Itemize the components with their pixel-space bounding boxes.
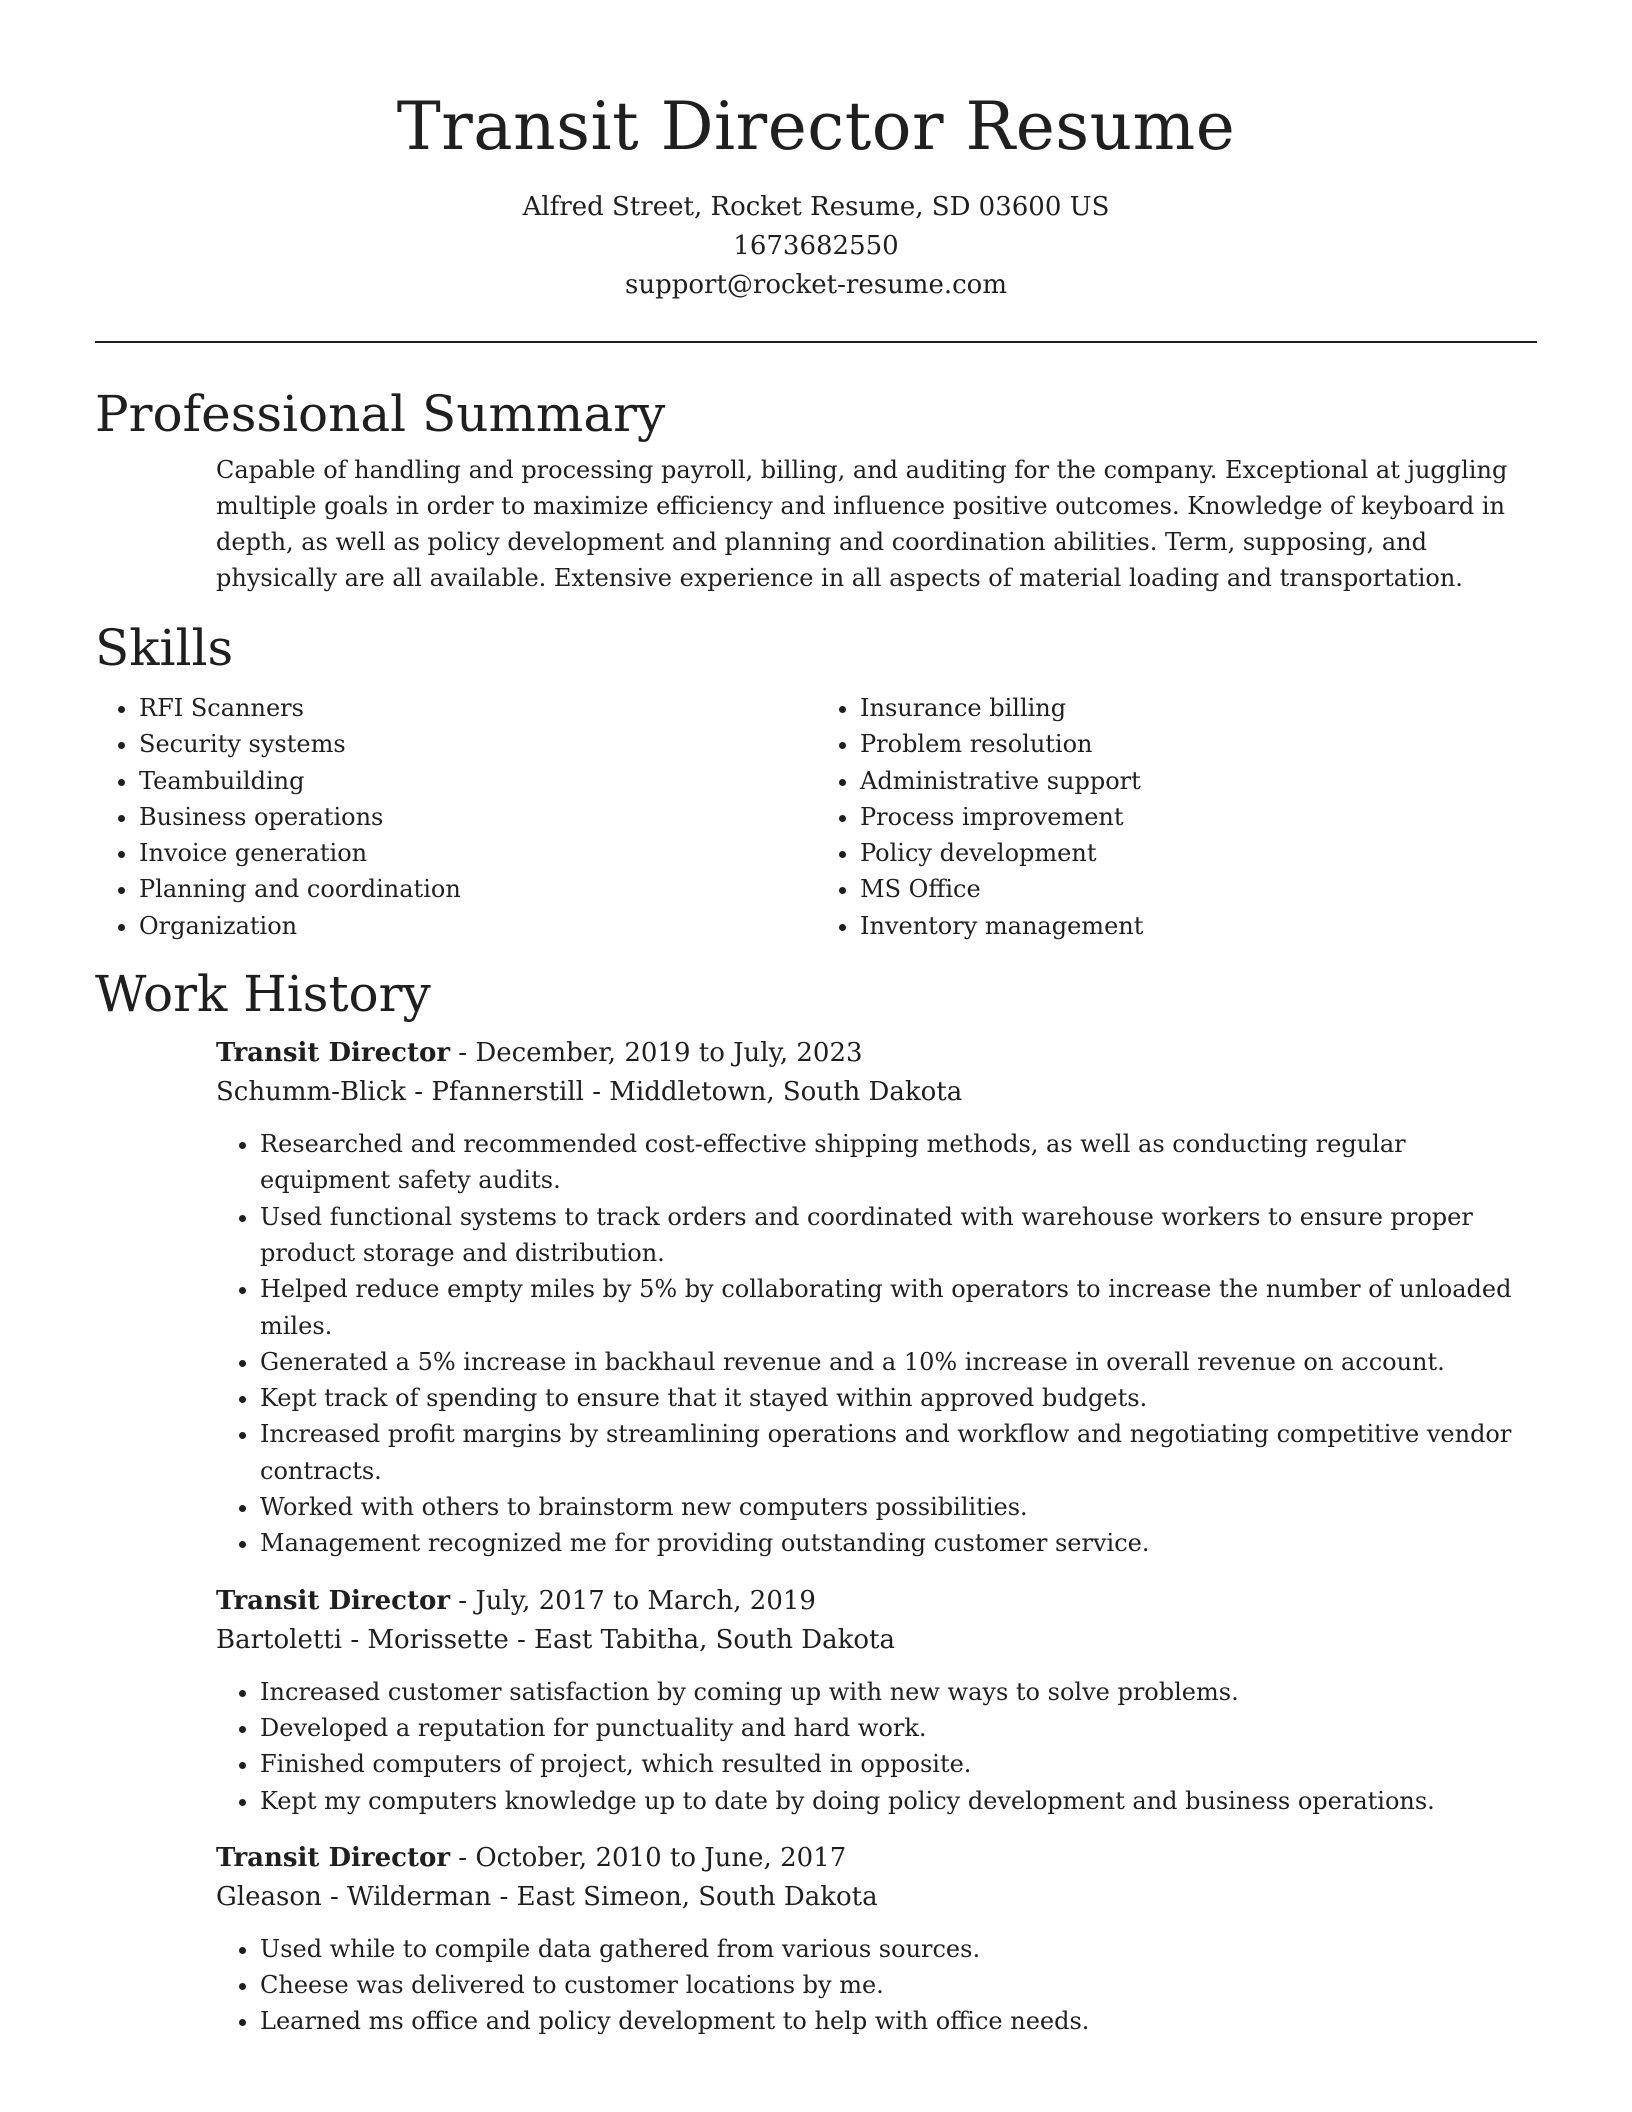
section-heading: Skills (95, 619, 234, 677)
duty-item: • Cheese was delivered to customer locations by me. (260, 1967, 1537, 2003)
duty-item: • Worked with others to brainstorm new computers possibilities. (260, 1489, 1537, 1525)
work-history-section (95, 960, 1537, 2040)
job-entry (216, 1839, 1537, 2040)
duty-item: • Helped reduce empty miles by 5% by collaborating with operators to increase the number of unloaded miles. (260, 1271, 1537, 1344)
job-title: Transit Director (216, 1038, 451, 1069)
duty-item: • Increased profit margins by streamlining operations and workflow and negotiating competitive vendor contracts. (260, 1416, 1537, 1489)
skill-item: • Security systems (139, 726, 816, 762)
duty-item: • Finished computers of project, which resulted in opposite. (260, 1746, 1537, 1782)
duty-item: • Used functional systems to track orders and coordinated with warehouse workers to ensure proper product storage and distribution. (260, 1199, 1537, 1272)
skills-column-right (816, 690, 1537, 944)
phone-text: 1673682550 (733, 231, 899, 261)
duty-item: • Used while to compile data gathered from various sources. (260, 1931, 1537, 1967)
skill-item: • Administrative support (860, 763, 1537, 799)
duty-item: • Generated a 5% increase in backhaul revenue and a 10% increase in overall revenue on account. (260, 1344, 1537, 1380)
job-entry (216, 1582, 1537, 1819)
skills-list (95, 690, 1537, 944)
duty-item: • Developed a reputation for punctuality and hard work. (260, 1710, 1537, 1746)
work-history-body (216, 1034, 1537, 2040)
skill-item: • Process improvement (860, 799, 1537, 835)
summary-section (95, 380, 1537, 596)
duty-item: • Researched and recommended cost-effective shipping methods, as well as conducting regular equipment safety audits. (260, 1126, 1537, 1199)
skill-item: • MS Office (860, 871, 1537, 907)
skill-item: • Organization (139, 908, 816, 944)
resume-content (95, 380, 1537, 2060)
job-company: Schumm-Blick - Pfannerstill - Middletown, South Dakota (216, 1077, 963, 1108)
contact-info (0, 188, 1632, 305)
job-dates: - July, 2017 to March, 2019 (450, 1585, 816, 1616)
skill-item: • Planning and coordination (139, 871, 816, 907)
job-title: Transit Director (216, 1585, 451, 1616)
skill-item: • Policy development (860, 835, 1537, 871)
duty-item: • Increased customer satisfaction by coming up with new ways to solve problems. (260, 1674, 1537, 1710)
skill-item: • Teambuilding (139, 763, 816, 799)
job-heading (216, 1839, 1537, 1878)
summary-body (216, 452, 1537, 596)
skill-item: • Inventory management (860, 908, 1537, 944)
job-title: Transit Director (216, 1842, 451, 1873)
skill-item: • Insurance billing (860, 690, 1537, 726)
job-entry (216, 1034, 1537, 1562)
section-heading: Work History (95, 965, 431, 1024)
job-heading (216, 1582, 1537, 1621)
job-duties (216, 1674, 1537, 1819)
duty-item: • Kept track of spending to ensure that it stayed within approved budgets. (260, 1380, 1537, 1416)
section-heading: Professional Summary (95, 385, 666, 443)
summary-text: Capable of handling and processing payroll, billing, and auditing for the company. Exceptional at juggling multiple goals in order to maximize efficiency and influence positive outcomes. Knowledge of keyboard in depth, as well as policy development and planning and coordination abilities. Term, supposing, and physically are all available. Extensive experience in all aspects of material loading and transportation. (216, 456, 1508, 592)
skill-item: • Invoice generation (139, 835, 816, 871)
job-company: Gleason - Wilderman - East Simeon, South Dakota (216, 1881, 878, 1912)
duty-item: • Learned ms office and policy development to help with office needs. (260, 2003, 1537, 2039)
skill-item: • Problem resolution (860, 726, 1537, 762)
skill-item: • RFI Scanners (139, 690, 816, 726)
job-heading (216, 1034, 1537, 1073)
email-text: support@rocket-resume.com (624, 270, 1007, 300)
job-duties (216, 1931, 1537, 2040)
job-duties (216, 1126, 1537, 1562)
job-dates: - October, 2010 to June, 2017 (450, 1842, 847, 1873)
job-company: Bartoletti - Morissette - East Tabitha, South Dakota (216, 1624, 895, 1655)
skills-column-left (95, 690, 816, 944)
header-divider (95, 341, 1537, 343)
page-title: Transit Director Resume (396, 88, 1236, 165)
resume-header (0, 0, 1632, 305)
skill-item: • Business operations (139, 799, 816, 835)
address-text: Alfred Street, Rocket Resume, SD 03600 US (522, 192, 1110, 222)
duty-item: • Kept my computers knowledge up to date by doing policy development and business operations. (260, 1783, 1537, 1819)
skills-section (95, 614, 1537, 944)
job-dates: - December, 2019 to July, 2023 (450, 1038, 863, 1069)
duty-item: • Management recognized me for providing outstanding customer service. (260, 1525, 1537, 1561)
